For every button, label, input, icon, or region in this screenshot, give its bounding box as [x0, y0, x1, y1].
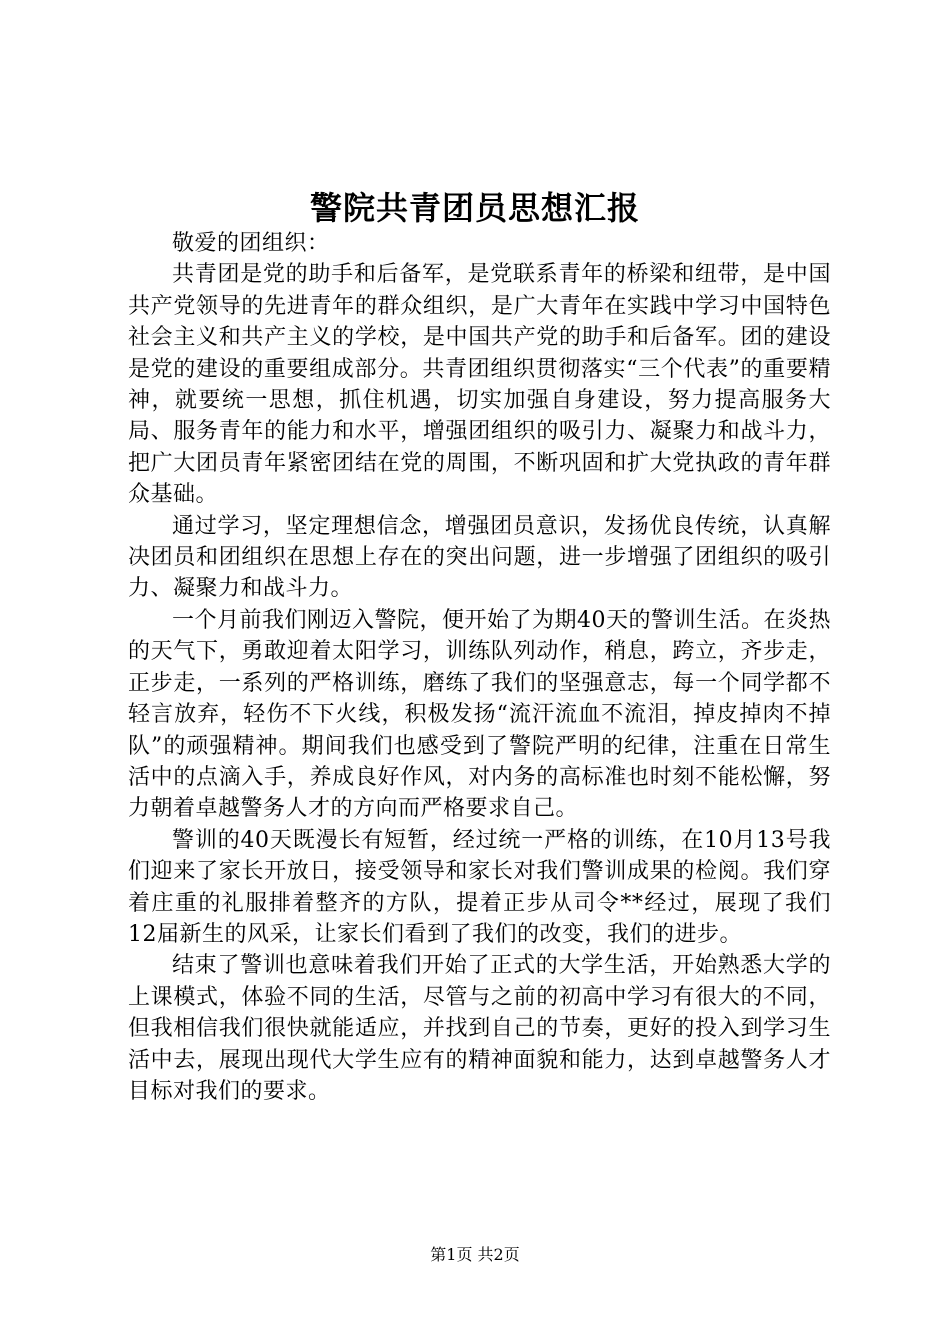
salutation: 敬爱的团组织： [172, 231, 330, 256]
paragraph: 警训的40天既漫长有短暂，经过统一严格的训练，在10月13号我们迎来了家长开放日，接受领导和家长对我们警训成果的检阅。我们穿着庄重的礼服排着整齐的方队，提着正步从司令**经过，展现了我们12届新生的风采，让家长们看到了我们的改变，我们的进步。 [128, 827, 831, 947]
paragraph: 一个月前我们刚迈入警院，便开始了为期40天的警训生活。在炎热的天气下，勇敢迎着太阳学习，训练队列动作，稍息，跨立，齐步走，正步走，一系列的严格训练，磨练了我们的坚强意志，每一个同学都不轻言放弃，轻伤不下火线，积极发扬“流汗流血不流泪，掉皮掉肉不掉队”的顽强精神。期间我们也感受到了警院严明的纪律，注重在日常生活中的点滴入手，养成良好作风，对内务的高标准也时刻不能松懈，努力朝着卓越警务人才的方向而严格要求自己。 [128, 607, 831, 822]
document-body [128, 228, 831, 1107]
paragraph: 结束了警训也意味着我们开始了正式的大学生活，开始熟悉大学的上课模式，体验不同的生活，尽管与之前的初高中学习有很大的不同，但我相信我们很快就能适应，并找到自己的节奏，更好的投入到学习生活中去，展现出现代大学生应有的精神面貌和能力，达到卓越警务人才目标对我们的要求。 [128, 953, 831, 1104]
paragraph: 通过学习，坚定理想信念，增强团员意识，发扬优良传统，认真解决团员和团组织在思想上存在的突出问题，进一步增强了团组织的吸引力、凝聚力和战斗力。 [128, 513, 831, 602]
paragraph: 共青团是党的助手和后备军，是党联系青年的桥梁和纽带，是中国共产党领导的先进青年的群众组织，是广大青年在实践中学习中国特色社会主义和共产主义的学校，是中国共产党的助手和后备军。团的建设是党的建设的重要组成部分。共青团组织贯彻落实“三个代表”的重要精神，就要统一思想，抓住机遇，切实加强自身建设，努力提高服务大局、服务青年的能力和水平，增强团组织的吸引力、凝聚力和战斗力，把广大团员青年紧密团结在党的周围，不断巩固和扩大党执政的青年群众基础。 [128, 262, 831, 508]
document-title: 警院共青团员思想汇报 [309, 189, 640, 227]
page-number: 第1页 共2页 [430, 1245, 520, 1264]
